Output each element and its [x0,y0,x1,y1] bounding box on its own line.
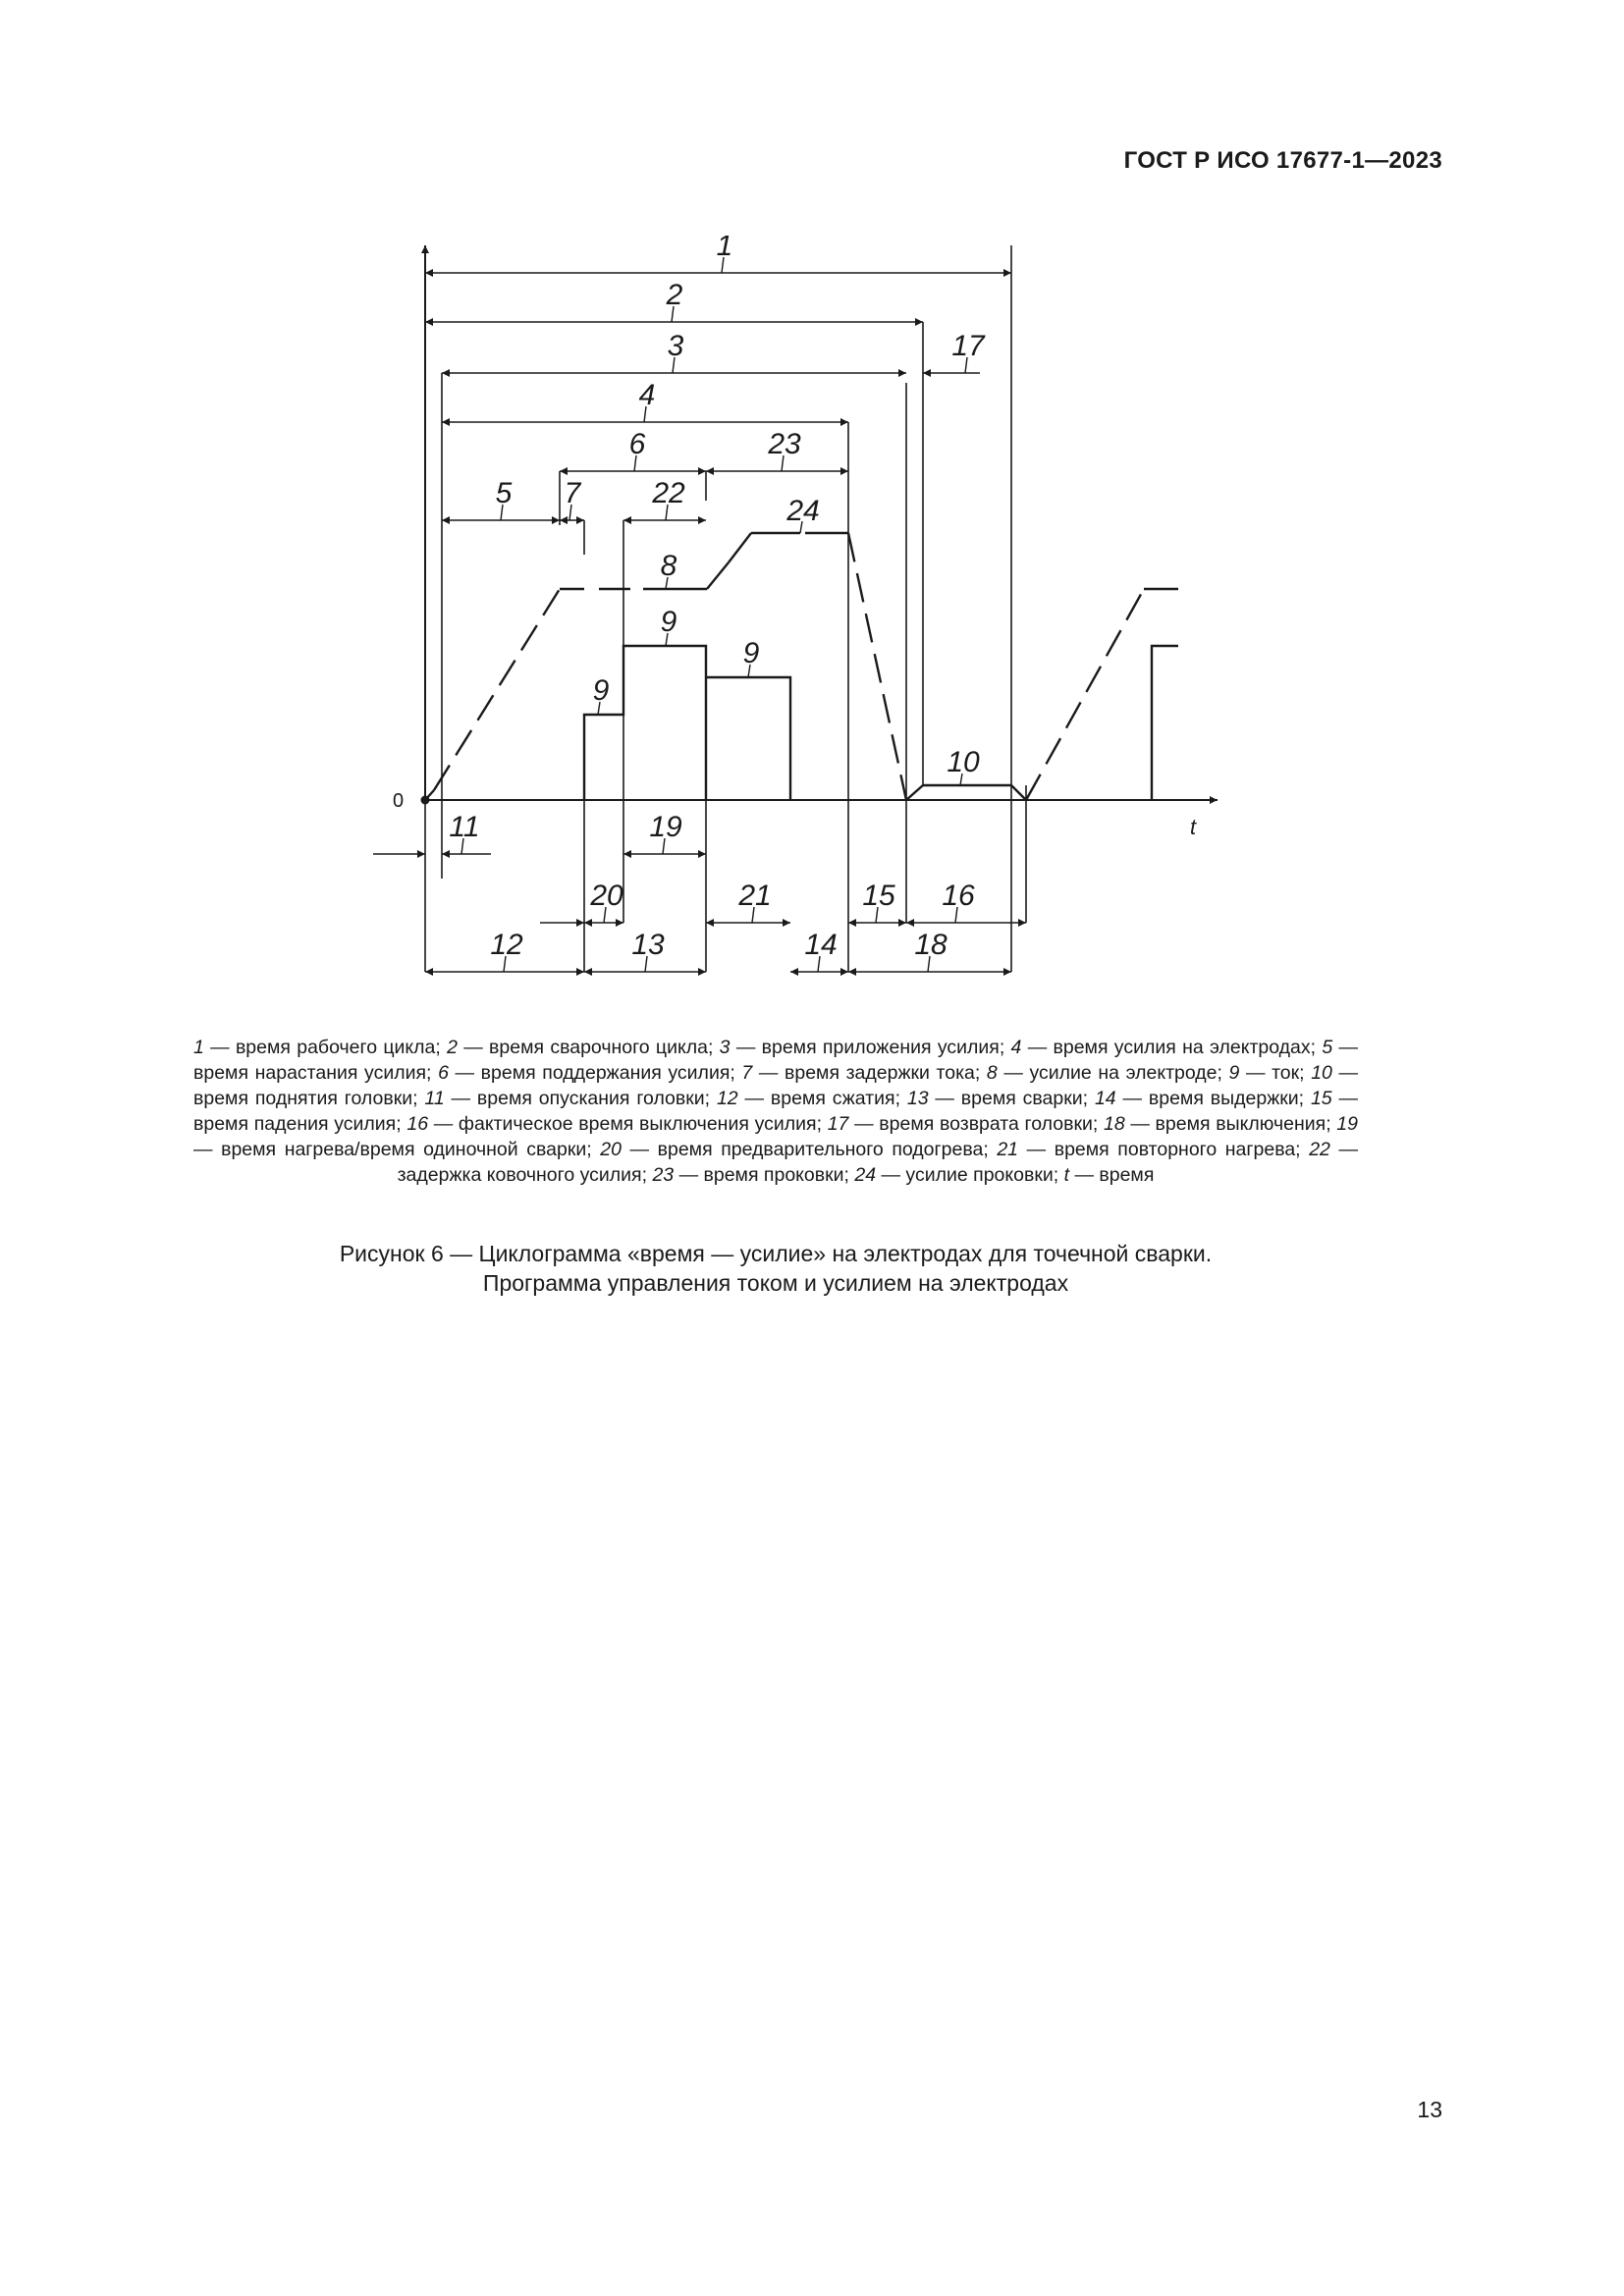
dimension-arrows [373,273,1026,972]
label-14: 14 [804,929,838,961]
legend-item-number: 10 [1311,1062,1332,1084]
legend-item-text: — ток; [1239,1062,1312,1084]
label-15: 15 [862,880,895,912]
legend-item-number: 1 [193,1037,204,1058]
caption-line-2: Программа управления током и усилием на электродах [482,1270,1069,1296]
legend-item-text: — время повторного нагрева; [1018,1139,1310,1160]
label-23: 23 [768,428,801,460]
cyclogram-figure [373,236,1237,991]
origin-point [421,796,430,805]
label-11: 11 [449,811,480,843]
label-21: 21 [738,880,772,912]
label-6: 6 [628,428,646,460]
time-axis-label: t [1190,815,1197,839]
label-9-main: 9 [660,606,677,638]
legend-item-text: — время усилия на электродах; [1021,1037,1323,1058]
legend-item-number: 23 [652,1164,675,1186]
label-leaders [461,257,967,972]
label-2: 2 [666,279,683,311]
figure-caption [193,1239,1358,1298]
legend-item-text: — время предварительного подогрева; [621,1139,998,1160]
label-22: 22 [652,477,685,509]
label-24: 24 [786,495,820,527]
legend-item-text: — время поднятия головки; [193,1062,1358,1109]
legend-item-number: 6 [438,1062,449,1084]
legend-item-number: 15 [1310,1088,1332,1109]
label-18: 18 [914,929,947,961]
label-3: 3 [667,330,684,362]
label-9-postheat: 9 [742,637,760,669]
label-7: 7 [564,477,581,509]
legend-item-text: — время опускания головки; [444,1088,717,1109]
legend-item-text: — время нагрева/время одиночной сварки; [193,1139,601,1160]
legend-item-number: 24 [854,1164,877,1186]
legend-item-number: 7 [741,1062,753,1084]
legend-item-number: 18 [1103,1113,1125,1135]
legend-item-text: — задержка ковочного усилия; [397,1139,1358,1186]
legend-item-text: — время рабочего цикла; [203,1037,448,1058]
legend-item-number: 14 [1094,1088,1116,1109]
legend-item-number: 21 [997,1139,1019,1160]
label-4: 4 [638,379,656,411]
extension-lines [425,245,1026,972]
legend-item-text: — время поддержания усилия; [448,1062,742,1084]
label-17: 17 [951,330,985,362]
legend-item-number: 5 [1322,1037,1333,1058]
legend-item-number: 8 [986,1062,998,1084]
label-8: 8 [660,550,677,582]
label-5: 5 [495,477,513,509]
legend-item-number: 9 [1228,1062,1240,1084]
origin-label: 0 [393,790,405,812]
page-number: 13 [1417,2097,1442,2122]
label-13: 13 [631,929,665,961]
legend-item-number: 22 [1309,1139,1330,1160]
legend-item-text: — время сварочного цикла; [457,1037,720,1058]
legend-item-number: 17 [827,1113,849,1135]
legend-item-text: — усилие на электроде; [997,1062,1229,1084]
label-10: 10 [947,746,980,778]
label-16: 16 [942,880,975,912]
legend-item-number: 4 [1010,1037,1022,1058]
legend-item-text: — время сжатия; [737,1088,907,1109]
label-20: 20 [590,880,623,912]
legend-item-text: — время падения усилия; [193,1088,1359,1135]
label-19: 19 [649,811,682,843]
force-curve [425,533,1178,800]
figure-legend [193,1035,1358,1188]
legend-item-number: 16 [406,1113,429,1135]
legend-time-symbol: t [1063,1164,1070,1186]
legend-item-number: 19 [1336,1113,1358,1135]
current-pulses [584,646,1178,800]
legend-item-text: — усилие проковки; [876,1164,1064,1186]
legend-item-text: — время приложения усилия; [730,1037,1011,1058]
document-header: ГОСТ Р ИСО 17677-1—2023 [1123,147,1442,174]
legend-item-number: 11 [424,1088,445,1109]
legend-item-text: — время нарастания усилия; [193,1037,1359,1084]
caption-line-1: Рисунок 6 — Циклограмма «время — усилие» на электродах для точечной сварки. [339,1241,1213,1266]
legend-item-text: — время сварки; [928,1088,1095,1109]
legend-item-number: 13 [906,1088,929,1109]
legend-item-text: — время проковки; [674,1164,855,1186]
label-1: 1 [716,236,733,262]
legend-item-number: 20 [600,1139,622,1160]
legend-item-text: — время выдержки; [1115,1088,1311,1109]
legend-time-text: — время [1069,1164,1155,1186]
legend-item-text: — время выключения; [1124,1113,1337,1135]
label-9-preheat: 9 [592,674,610,707]
legend-item-number: 2 [447,1037,458,1058]
cyclogram-diagram [373,236,1237,991]
label-12: 12 [490,929,523,961]
legend-item-number: 3 [719,1037,731,1058]
legend-item-text: — время задержки тока; [752,1062,987,1084]
legend-item-text: — время возврата головки; [848,1113,1104,1135]
legend-items [193,1037,1358,1186]
legend-item-text: — фактическое время выключения усилия; [428,1113,828,1135]
legend-item-number: 12 [716,1088,738,1109]
